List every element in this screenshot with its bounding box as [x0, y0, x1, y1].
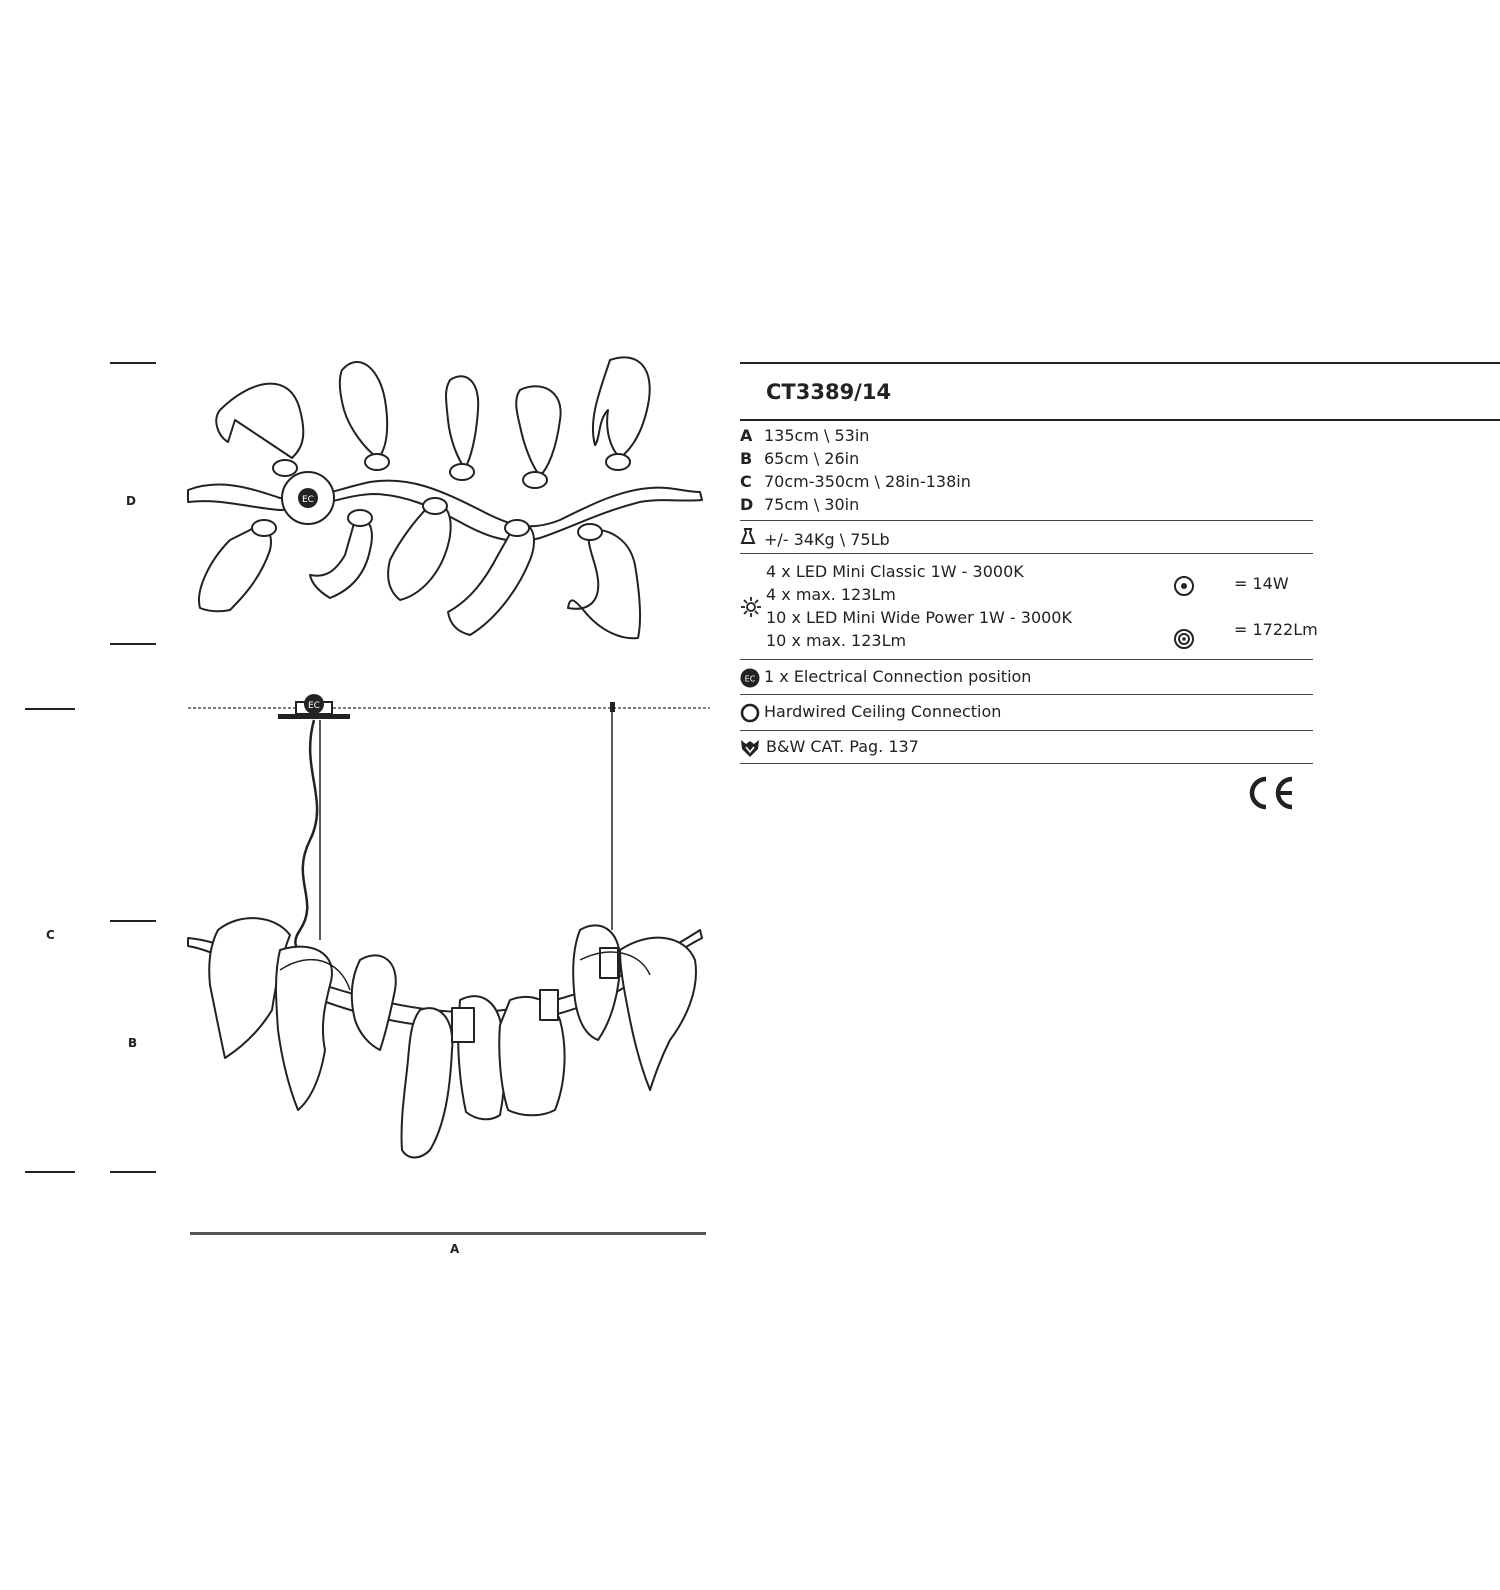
separator-1 — [740, 520, 1313, 521]
sun-icon — [741, 597, 761, 621]
dim-b-bottom-line — [110, 1171, 156, 1173]
ceiling-value: Hardwired Ceiling Connection — [764, 702, 1002, 721]
lumen-ring-icon — [1173, 628, 1195, 654]
dim-letter-a: A — [740, 426, 753, 445]
dim-letter-c: C — [740, 472, 752, 491]
dim-c-bottom-line — [25, 1171, 75, 1173]
ce-mark-icon — [1247, 776, 1297, 814]
separator-6 — [740, 763, 1313, 764]
catalog-value: B&W CAT. Pag. 137 — [766, 737, 919, 756]
lamp-line-2: 4 x max. 123Lm — [766, 585, 896, 604]
electrical-row — [740, 667, 1031, 686]
ceiling-row — [740, 702, 1001, 721]
spec-top-rule — [740, 362, 1500, 364]
dim-letter-d: D — [740, 495, 754, 514]
dim-row-d — [740, 495, 859, 514]
dim-value-a: 135cm \ 53in — [764, 426, 870, 445]
side-view-drawing — [180, 690, 720, 1190]
ceiling-ring-icon — [740, 703, 760, 727]
total-power: = 14W — [1234, 574, 1289, 593]
dim-row-c — [740, 472, 971, 491]
dim-label-c: C — [46, 928, 55, 942]
ec-marker-side: EC — [308, 701, 320, 711]
lamp-line-1: 4 x LED Mini Classic 1W - 3000K — [766, 562, 1024, 581]
catalog-row — [740, 737, 919, 756]
dim-value-c: 70cm-350cm \ 28in-138in — [764, 472, 971, 491]
top-view-drawing — [180, 350, 720, 660]
total-lumen: = 1722Lm — [1234, 620, 1318, 639]
ec-marker-top: EC — [302, 495, 314, 505]
weight-row — [740, 527, 890, 549]
lamp-line-4: 10 x max. 123Lm — [766, 631, 907, 650]
dim-c-top-line — [25, 708, 75, 710]
dim-label-d: D — [126, 494, 136, 508]
dim-value-b: 65cm \ 26in — [764, 449, 860, 468]
dim-b-top-line — [110, 920, 156, 922]
weight-icon — [740, 527, 764, 549]
ec-badge-label: EC — [744, 674, 756, 684]
ec-badge-icon — [740, 668, 760, 692]
dim-value-d: 75cm \ 30in — [764, 495, 860, 514]
spec-title-rule — [740, 419, 1500, 421]
separator-3 — [740, 659, 1313, 660]
dim-row-a — [740, 426, 869, 445]
catalog-fox-icon — [740, 738, 760, 762]
power-dot-icon — [1173, 575, 1195, 601]
dim-letter-b: B — [740, 449, 753, 468]
lamp-line-3: 10 x LED Mini Wide Power 1W - 3000K — [766, 608, 1072, 627]
dim-row-b — [740, 449, 859, 468]
separator-4 — [740, 694, 1313, 695]
weight-value: +/- 34Kg \ 75Lb — [764, 530, 890, 549]
separator-2 — [740, 553, 1313, 554]
product-code: CT3389/14 — [766, 380, 892, 404]
technical-drawing — [0, 0, 720, 1590]
dim-label-b: B — [128, 1036, 138, 1050]
dim-a-line — [190, 1232, 706, 1235]
dim-label-a: A — [450, 1242, 460, 1256]
dim-d-bottom-line — [110, 643, 156, 645]
dim-d-top-line — [110, 362, 156, 364]
separator-5 — [740, 730, 1313, 731]
electrical-value: 1 x Electrical Connection position — [764, 667, 1032, 686]
